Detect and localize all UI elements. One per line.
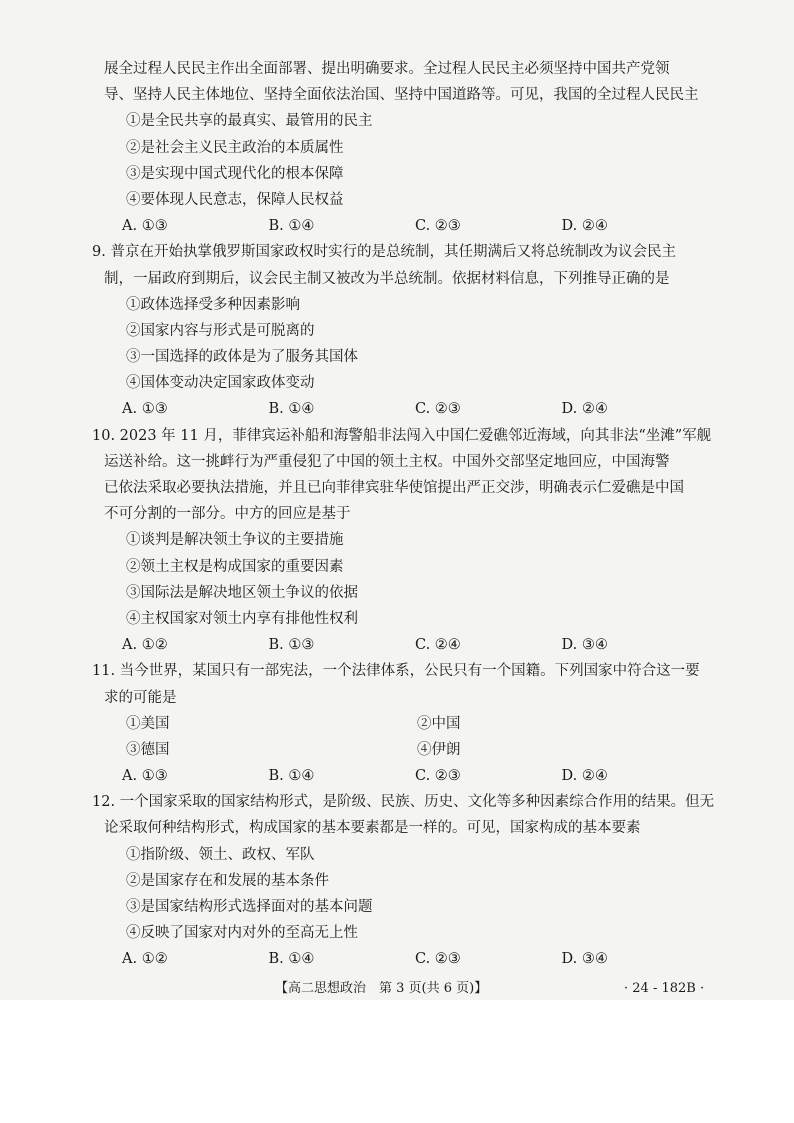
- question-10: [92, 423, 712, 659]
- statement-3: ③是实现中国式现代化的根本保障: [126, 165, 344, 182]
- question-9: [92, 239, 708, 422]
- statement-4: ④要体现人民意志，保障人民权益: [126, 191, 344, 208]
- statement-3: ③德国: [126, 741, 170, 758]
- choice-d: D. ②④: [561, 768, 608, 785]
- statement-4: ④主权国家对领土内享有排他性权利: [126, 610, 358, 627]
- statement-1: ①政体选择受多种因素影响: [126, 296, 300, 313]
- question-text-line: 求的可能是: [104, 689, 177, 706]
- statement-1: ①谈判是解决领土争议的主要措施: [126, 532, 344, 549]
- choice-b: B. ①④: [268, 768, 315, 785]
- choice-c: C. ②③: [415, 768, 461, 785]
- choice-a: A. ①③: [122, 218, 168, 235]
- answer-choices: [104, 763, 708, 789]
- statement-2: ②是国家存在和发展的基本条件: [126, 872, 329, 889]
- choice-d: D. ②④: [561, 401, 608, 418]
- choice-b: B. ①④: [268, 218, 315, 235]
- exam-code: · 24 - 182B ·: [624, 981, 705, 996]
- choice-a: A. ①③: [122, 401, 168, 418]
- question-8-continuation: [104, 56, 708, 239]
- answer-choices: [104, 396, 708, 422]
- statement-1: ①指阶级、领土、政权、军队: [126, 846, 315, 863]
- question-list: [92, 56, 715, 973]
- statement-4: ④反映了国家对内对外的至高无上性: [126, 925, 358, 942]
- statement-2: ②中国: [417, 715, 461, 732]
- question-stem-line: 12. 一个国家采取的国家结构形式，是阶级、民族、历史、文化等多种因素综合作用的结果。但无: [92, 794, 715, 811]
- question-text-line: 不可分割的一部分。中方的回应是基于: [104, 506, 351, 523]
- question-text-line: 论采取何种结构形式，构成国家的基本要素都是一样的。可见，国家构成的基本要素: [104, 820, 641, 837]
- answer-choices: [104, 213, 708, 239]
- page-footer: [0, 978, 794, 1000]
- statement-2: ②领土主权是构成国家的重要因素: [126, 558, 344, 575]
- question-text-line: 已依法采取必要执法措施，并且已向菲律宾驻华使馆提出严正交涉，明确表示仁爱礁是中国: [104, 480, 684, 496]
- statement-4: ④国体变动决定国家政体变动: [126, 375, 315, 392]
- question-text-line: 制，一届政府到期后，议会民主制又被改为半总统制。依据材料信息，下列推导正确的是: [104, 270, 670, 287]
- answer-choices: [104, 946, 708, 972]
- choice-d: D. ③④: [561, 951, 608, 968]
- statement-3: ③一国选择的政体是为了服务其国体: [126, 349, 358, 366]
- statement-row: [104, 711, 708, 737]
- statement-2: ②国家内容与形式是可脱离的: [126, 322, 315, 339]
- choice-d: D. ②④: [561, 218, 608, 235]
- choice-c: C. ②③: [415, 951, 461, 968]
- question-stem-line: 11. 当今世界，某国只有一部宪法，一个法律体系，公民只有一个国籍。下列国家中符合这一要: [92, 663, 700, 680]
- question-text-line: 导、坚持人民主体地位、坚持全面依法治国、坚持中国道路等。可见，我国的全过程人民民主: [104, 87, 699, 104]
- choice-c: C. ②③: [415, 401, 461, 418]
- choice-a: A. ①②: [122, 637, 168, 654]
- choice-a: A. ①②: [122, 951, 168, 968]
- question-text-line: 展全过程人民民主作出全面部署、提出明确要求。全过程人民民主必须坚持中国共产党领: [104, 61, 670, 77]
- choice-d: D. ③④: [561, 637, 608, 654]
- statement-3: ③国际法是解决地区领土争议的依据: [126, 584, 358, 601]
- answer-choices: [104, 632, 708, 658]
- choice-a: A. ①③: [122, 768, 168, 785]
- statement-3: ③是国家结构形式选择面对的基本问题: [126, 899, 373, 915]
- question-stem-line: 10. 2023 年 11 月，菲律宾运补船和海警船非法闯入中国仁爱礁邻近海域，向其非法“坐滩”军舰: [92, 427, 712, 444]
- question-text-line: 运送补给。这一挑衅行为严重侵犯了中国的领土主权。中国外交部坚定地回应，中国海警: [104, 453, 670, 470]
- page-number-label: 【高二思想政治 第 3 页(共 6 页)】: [275, 981, 488, 996]
- choice-b: B. ①④: [268, 951, 315, 968]
- choice-b: B. ①④: [268, 401, 315, 418]
- statement-4: ④伊朗: [417, 741, 461, 758]
- statement-1: ①是全民共享的最真实、最管用的民主: [126, 113, 373, 130]
- choice-c: C. ②③: [415, 218, 461, 235]
- question-stem-line: 9. 普京在开始执掌俄罗斯国家政权时实行的是总统制，其任期满后又将总统制改为议会民主: [92, 244, 676, 261]
- statement-1: ①美国: [126, 715, 170, 732]
- choice-b: B. ①③: [268, 637, 315, 654]
- question-12: [92, 789, 715, 972]
- statement-2: ②是社会主义民主政治的本质属性: [126, 139, 344, 156]
- choice-c: C. ②④: [415, 637, 461, 654]
- question-11: [92, 658, 708, 789]
- statement-row: [104, 737, 708, 763]
